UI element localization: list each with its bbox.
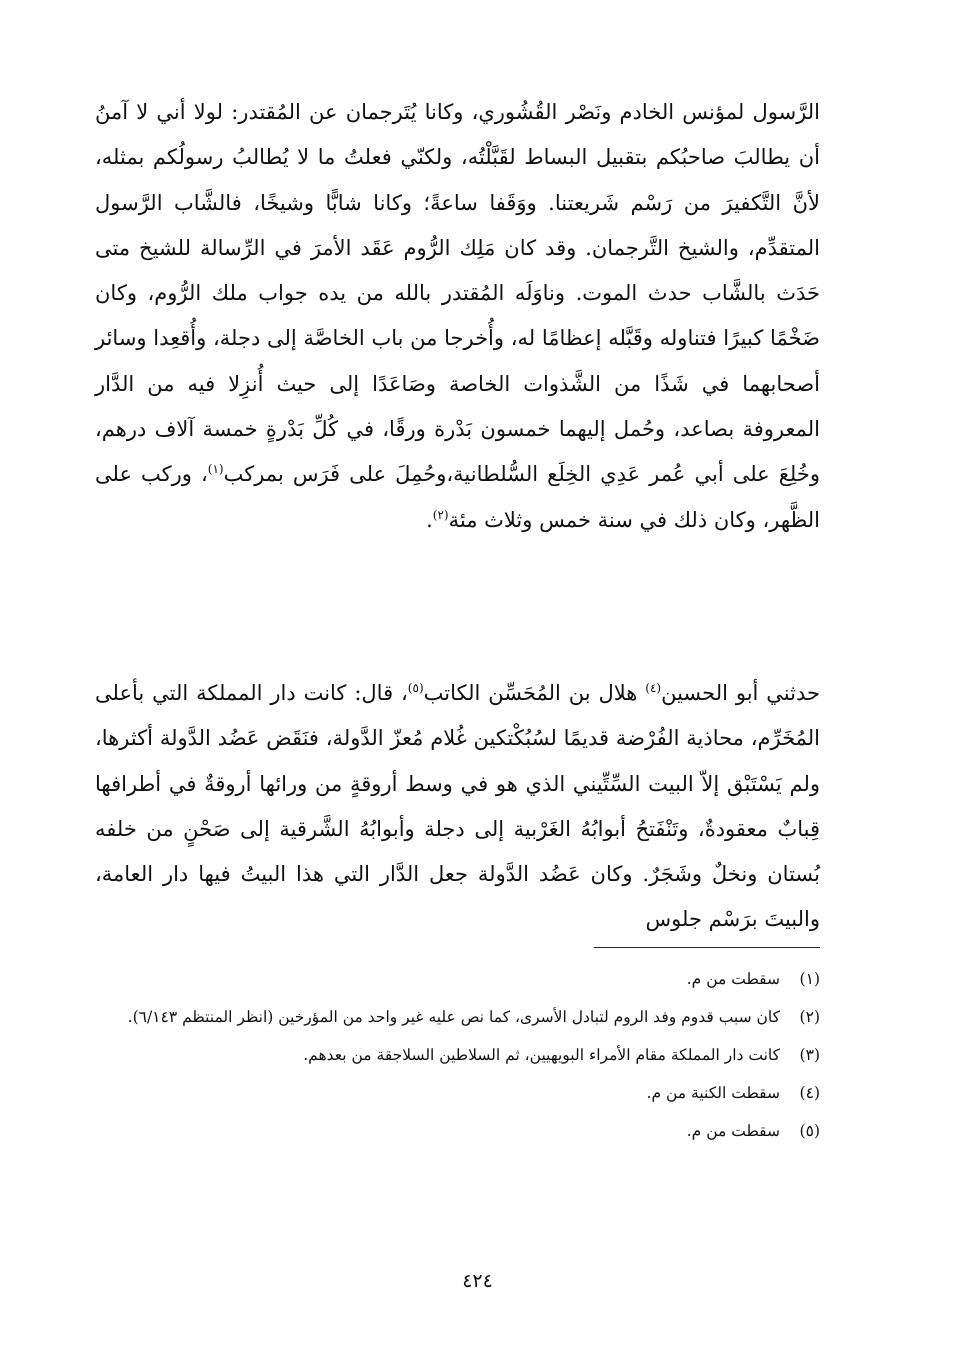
footnote-number: (٢) <box>799 1008 820 1026</box>
footnote-text: كان سبب قدوم وفد الروم لتبادل الأسرى، كما نص عليه غير واحد من المؤرخين (انظر المنتظم ٦/١٤٣). <box>127 1008 780 1026</box>
footnote-separator <box>594 947 820 948</box>
footnote-number: (٤) <box>799 1084 820 1102</box>
paragraph-text: الرَّسول لمؤنس الخادم ونَصْر القُشُوري، وكانا يُتَرجمان عن المُقتدر: لولا أني لا آمنُ أن يطالبَ صاحبُكم بتقبيل البساط لقَبَّلْتُه، ولكنّي فعلتُ ما لا يُطالبُ رسولُكم بمثله، لأنَّ التَّكفيرَ من رَسْم شَريعتنا. ووَقَفا ساعةً؛ وكانا شابًّا وشيخًا، فالشَّاب الرَّسول المتقدِّم، والشيخ التَّرجمان. وقد كان مَلِك الرُّوم عَقَد الأمرَ في الرِّسالة للشيخ متى حَدَث بالشَّاب حدث الموت. وناوَلَه المُقتدر بالله من يده جواب ملك الرُّوم، وكان ضَخْمًا كبيرًا فتناوله وقَبَّله إعظامًا له، وأُخرجا من باب الخاصَّة إلى دجلة، وأُقعِدا وسائر أصحابهما في شَذًا من الشَّذوات الخاصة وصَاعَدًا إلى حيث أُنزِلا فيه من الدَّار المعروفة بصاعد، وحُمل إليهما خمسون بَدْرة ورقًا، في كُلِّ بَدْرةٍ خمسة آلاف درهم، وخُلِعَ على أبي عُمر عَدِي الخِلَع السُّلطانية،وحُمِلَ على فَرَس بمركب <box>95 100 820 487</box>
paragraph-text: حدثني أبو الحسين <box>661 681 820 705</box>
paragraph-text: ، قال: كانت دار المملكة التي بأعلى المُخَرِّم، محاذية الفُرْضة قديمًا لسُبُكْتكين غُلام مُعزّ الدَّولة، فنَقَض عَضُد الدَّولة أكثرها، ولم يَسْتَبْق إلاّ البيت السِّتِّيني الذي هو في وسط أروقةٍ من ورائها أروقةٌ في أطرافها قِبابٌ معقودةٌ، وتَنْفَتحُ أبوابُهُ الغَرْبية إلى دجلة وأبوابُهُ الشَّرقية إلى صَحْنٍ من خلفه بُستان ونخلٌ وشَجَرٌ. وكان عَضُد الدَّولة جعل الدَّار التي هذا البيتُ فيها دار العامة، والبيتَ برَسْم جلوس <box>95 681 820 932</box>
page-number: ٤٢٤ <box>462 1270 493 1292</box>
footnote-ref-5[interactable]: (٥) <box>407 681 424 695</box>
paragraph-text: هلال بن المُحَسِّن الكاتب <box>423 681 646 705</box>
footnote-ref-2[interactable]: (٢) <box>432 507 449 522</box>
footnote-number: (٥) <box>799 1122 820 1140</box>
body-paragraph-2 <box>95 671 820 943</box>
footnote-item <box>95 1004 820 1030</box>
footnote-ref-4[interactable]: (٤) <box>645 681 662 695</box>
footnote-text: كانت دار المملكة مقام الأمراء البويهيين، ثم السلاطين السلاجقة من بعدهم. <box>303 1046 780 1064</box>
footnote-text: سقطت الكنية من م. <box>646 1084 780 1102</box>
footnote-number: (١) <box>799 970 820 988</box>
footnote-number: (٣) <box>799 1046 820 1064</box>
footnote-item <box>95 1042 820 1068</box>
paragraph-text: ، وركب على الظَّهر، وكان ذلك في سنة خمس وثلاث مئة <box>95 462 820 532</box>
footnote-text: سقطت من م. <box>686 1122 780 1140</box>
body-paragraph-1 <box>95 90 820 543</box>
footnote-text: سقطت من م. <box>686 970 780 988</box>
paragraph-text: . <box>426 507 433 532</box>
footnote-item <box>95 1080 820 1106</box>
footnote-item <box>95 1118 820 1144</box>
footnote-ref-1[interactable]: (١) <box>207 462 224 477</box>
footnote-item <box>95 966 820 992</box>
footnotes-list <box>95 966 820 1156</box>
